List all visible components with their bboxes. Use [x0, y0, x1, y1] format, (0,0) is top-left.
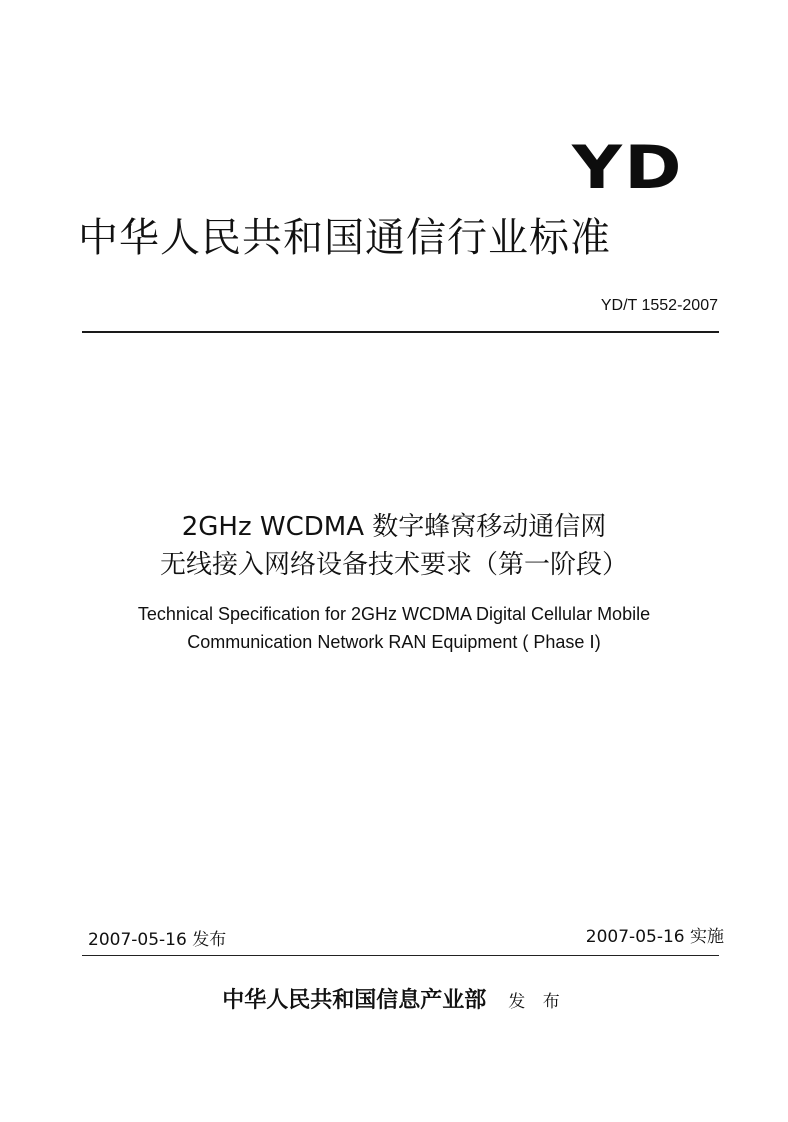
header-divider: [82, 331, 719, 333]
footer-divider: [82, 955, 719, 956]
document-title-english: [0, 600, 788, 656]
title-en-line-1: Technical Specification for 2GHz WCDMA Digital Cellular Mobile: [137, 604, 651, 624]
title-zh-line-2: 无线接入网络设备技术要求（第一阶段）: [159, 550, 628, 580]
effective-date: 2007-05-16 实施: [585, 927, 724, 947]
issuer-name: 中华人民共和国信息产业部: [222, 987, 487, 1013]
title-en-line-2: Communication Network RAN Equipment ( Phase Ⅰ): [187, 632, 601, 652]
issue-date: 2007-05-16 发布: [88, 930, 227, 950]
title-zh-line-1: 2GHz WCDMA 数字蜂窝移动通信网: [181, 512, 607, 542]
standard-number: YD/T 1552-2007: [600, 297, 718, 314]
document-title-chinese: [0, 508, 788, 584]
publish-label: 发 布: [508, 992, 566, 1012]
issuer-line: [0, 985, 788, 1017]
standard-category-title: 中华人民共和国通信行业标准: [78, 215, 611, 261]
yd-logo: YD: [572, 133, 684, 203]
